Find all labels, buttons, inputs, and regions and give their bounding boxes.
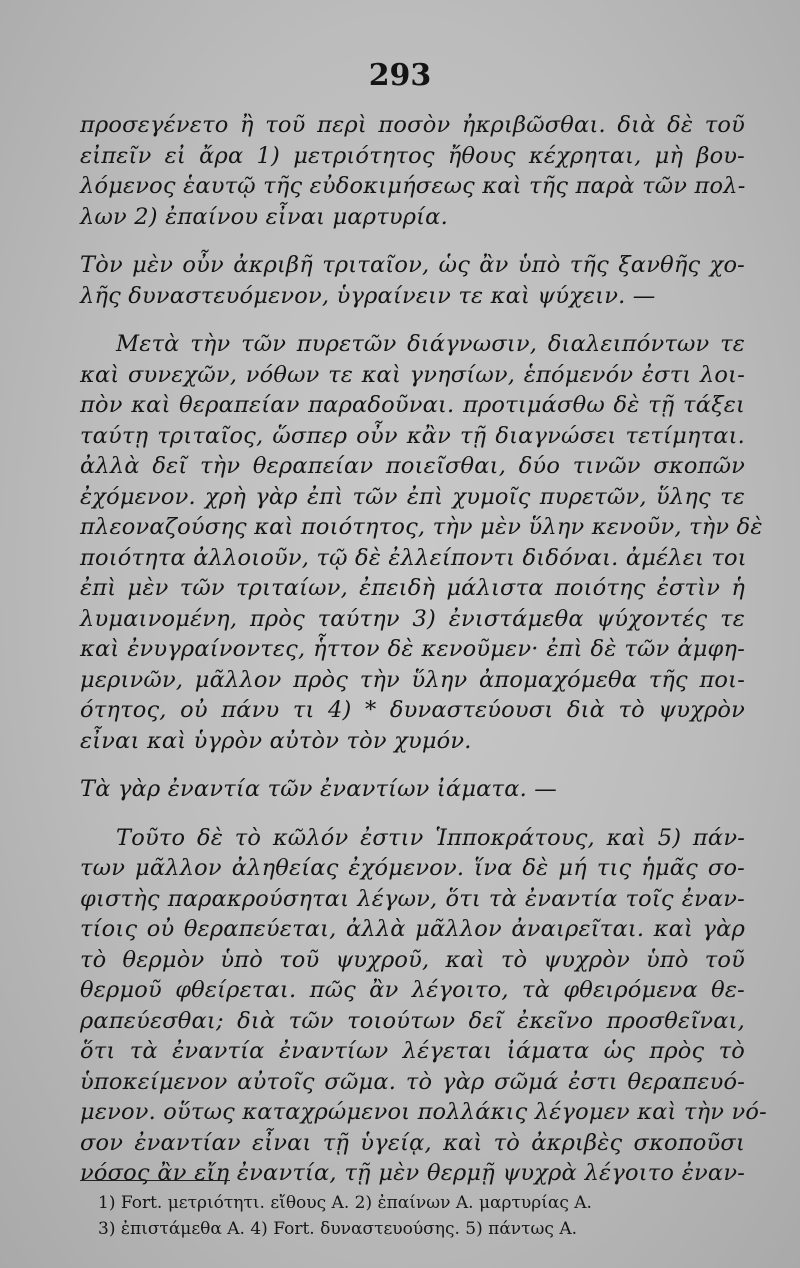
text-line: ότητος, οὐ πάνυ τι 4) * δυναστεύουσι διὰ τὸ ψυχρὸν [80, 697, 745, 723]
text-line: εἰπεῖν εἰ ἄρα 1) μετριότητος ἤθους κέχρηται, μὴ βου- [80, 142, 745, 169]
text-line: ὑποκείμενον αὐτοῖς σῶμα. τὸ γὰρ σῶμά ἐστι θεραπευό- [80, 1068, 745, 1095]
text-line: εἶναι καὶ ὑγρὸν αὐτὸν τὸν χυμόν. [80, 727, 472, 754]
page-number: 293 [368, 58, 432, 93]
text-line: πὸν καὶ θεραπείαν παραδοῦναι. προτιμάσθω δὲ τῇ τάξει [80, 392, 745, 418]
text-line: μερινῶν, μᾶλλον πρὸς τὴν ὕλην ἀπομαχόμεθα τῆς ποι- [80, 666, 745, 693]
text-line: τίοις οὐ θεραπεύεται, ἀλλὰ μᾶλλον ἀναιρεῖται. καὶ γὰρ [80, 916, 745, 942]
paragraph-4 [80, 774, 745, 805]
text-line: Μετὰ τὴν τῶν πυρετῶν διάγνωσιν, διαλειπόντων τε [116, 331, 745, 357]
footnote-line: 3) ἐπιστάμεθα A. 4) Fort. δυναστευούσης. 5) πάντως A. [98, 1219, 578, 1239]
text-line: Τὰ γὰρ ἐναντία τῶν ἐναντίων ἰάματα. — [80, 776, 557, 802]
text-line: σον ἐναντίαν εἶναι τῇ ὑγείᾳ, καὶ τὸ ἀκριβὲς σκοποῦσι [80, 1129, 745, 1156]
text-line: ὅτι τὰ ἐναντία ἐναντίων λέγεται ἰάματα ὡς πρὸς τὸ [80, 1038, 745, 1064]
text-line: λυμαινομένη, πρὸς ταύτην 3) ἐνιστάμεθα ψύχοντές τε [80, 605, 745, 632]
text-line: ποιότητα ἀλλοιοῦν, τῷ δὲ ἐλλείποντι διδόναι. ἀμέλει τοι [80, 544, 747, 571]
text-line: πλεοναζούσης καὶ ποιότητος, τὴν μὲν ὕλην κενοῦν, τὴν δὲ [80, 514, 763, 540]
footnote-divider [80, 1180, 230, 1181]
text-line: προσεγένετο ἢ τοῦ περὶ ποσὸν ἠκριβῶσθαι. διὰ δὲ τοῦ [80, 112, 745, 138]
main-text [80, 110, 767, 1207]
text-line: καὶ ἐνυγραίνοντες, ἧττον δὲ κενοῦμεν· ἐπὶ δὲ τῶν ἀμφη- [80, 636, 745, 662]
text-line: ἀλλὰ δεῖ τὴν θεραπείαν ποιεῖσθαι, δύο τινῶν σκοπῶν [80, 453, 745, 479]
text-line: των μᾶλλον ἀληθείας ἐχόμενον. ἵνα δὲ μή τις ἡμᾶς σο- [80, 855, 745, 881]
text-line: φιστὴς παρακρούσηται λέγων, ὅτι τὰ ἐναντία τοῖς ἐναν- [80, 885, 745, 912]
footnotes [98, 1190, 758, 1242]
text-line: ραπεύεσθαι; διὰ τῶν τοιούτων δεῖ ἐκεῖνο προσθεῖναι, [80, 1007, 745, 1034]
text-line: ταύτῃ τριταῖος, ὥσπερ οὖν κἂν τῇ διαγνώσει τετίμηται. [80, 422, 745, 449]
text-line: νόσος ἂν εἴη ἐναντία, τῇ μὲν θερμῇ ψυχρὰ λέγοιτο ἐναν- [80, 1160, 745, 1186]
text-line: καὶ συνεχῶν, νόθων τε καὶ γνησίων, ἑπόμενόν ἐστι λοι- [80, 361, 745, 388]
text-line: μενον. οὕτως καταχρώμενοι πολλάκις λέγομεν καὶ τὴν νό- [80, 1099, 767, 1125]
footnote-line: 1) Fort. μετριότητι. εἴθους A. 2) ἐπαίνων A. μαρτυρίας A. [98, 1193, 592, 1213]
text-line: θερμοῦ φθείρεται. πῶς ἂν λέγοιτο, τὰ φθειρόμενα θε- [80, 977, 745, 1003]
text-line: Τὸν μὲν οὖν ἀκριβῆ τριταῖον, ὡς ἂν ὑπὸ τῆς ξανθῆς χο- [80, 252, 745, 278]
text-line: λων 2) ἐπαίνου εἶναι μαρτυρία. [80, 203, 448, 230]
paragraph-2 [80, 250, 745, 311]
paragraph-1 [80, 110, 745, 232]
text-line: ἐχόμενον. χρὴ γὰρ ἐπὶ τῶν ἐπὶ χυμοῖς πυρετῶν, ὕλης τε [80, 483, 745, 510]
text-line: Τοῦτο δὲ τὸ κῶλόν ἐστιν Ἱπποκράτους, καὶ 5) πάν- [116, 824, 745, 851]
text-line: ἐπὶ μὲν τῶν τριταίων, ἐπειδὴ μάλιστα ποιότης ἐστὶν ἡ [80, 575, 745, 601]
text-line: τὸ θερμὸν ὑπὸ τοῦ ψυχροῦ, καὶ τὸ ψυχρὸν ὑπὸ τοῦ [80, 946, 745, 973]
text-line: λῆς δυναστευόμενον, ὑγραίνειν τε καὶ ψύχειν. — [80, 282, 656, 309]
text-line: λόμενος ἑαυτῷ τῆς εὐδοκιμήσεως καὶ τῆς παρὰ τῶν πολ- [80, 173, 746, 199]
paragraph-5 [80, 823, 767, 1189]
paragraph-3 [80, 329, 763, 756]
